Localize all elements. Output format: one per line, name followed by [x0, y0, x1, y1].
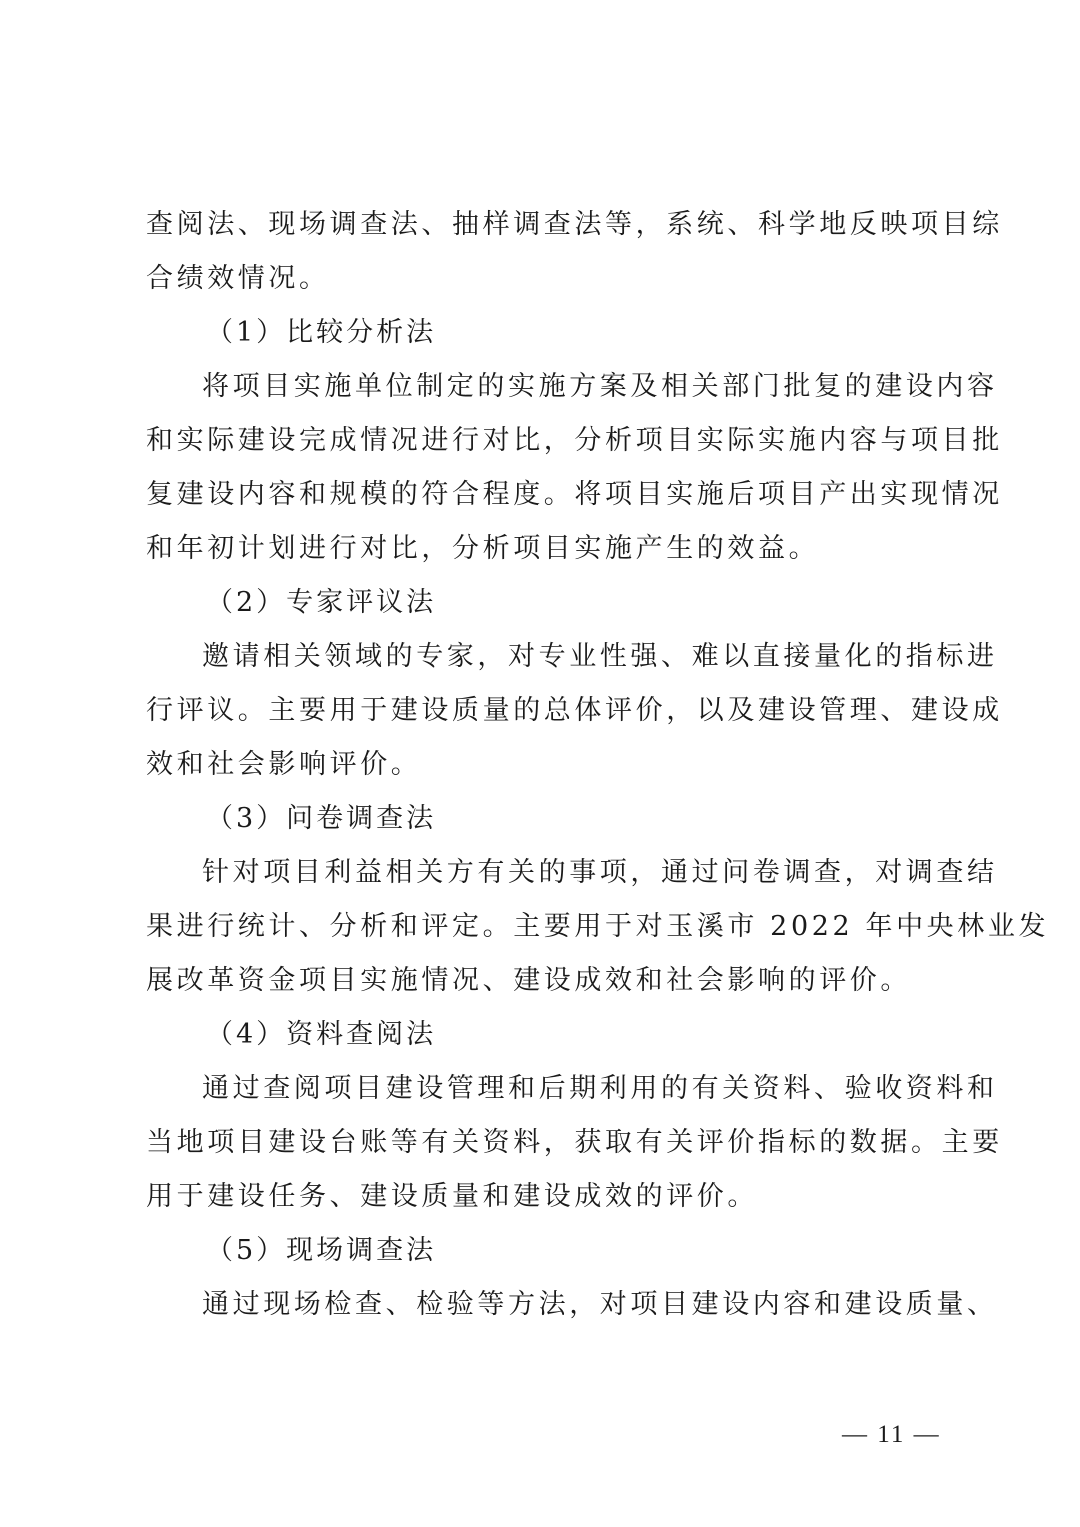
text-line: 当地项目建设台账等有关资料，获取有关评价指标的数据。主要 — [146, 1127, 1003, 1158]
section-heading: （5）现场调查法 — [206, 1235, 437, 1266]
paragraph-first-line: 将项目实施单位制定的实施方案及相关部门批复的建设内容 — [202, 371, 998, 402]
page-number: — 11 — — [842, 1421, 941, 1448]
section-heading: （3）问卷调查法 — [206, 803, 437, 834]
text-line: 用于建设任务、建设质量和建设成效的评价。 — [146, 1181, 758, 1212]
paragraph-first-line: 通过查阅项目建设管理和后期利用的有关资料、验收资料和 — [202, 1073, 998, 1104]
text-line: 果进行统计、分析和评定。主要用于对玉溪市 2022 年中央林业发 — [146, 911, 1050, 942]
section-heading: （2）专家评议法 — [206, 587, 437, 618]
text-line: 效和社会影响评价。 — [146, 749, 422, 780]
paragraph-first-line: 针对项目利益相关方有关的事项，通过问卷调查，对调查结 — [202, 857, 998, 888]
text-line: 复建设内容和规模的符合程度。将项目实施后项目产出实现情况 — [146, 479, 1003, 510]
body-text — [146, 198, 1050, 1332]
text-line: 行评议。主要用于建设质量的总体评价，以及建设管理、建设成 — [146, 695, 1003, 726]
paragraph-first-line: 通过现场检查、检验等方法，对项目建设内容和建设质量、 — [202, 1289, 998, 1320]
paragraph-first-line: 邀请相关领域的专家，对专业性强、难以直接量化的指标进 — [202, 641, 998, 672]
text-line: 查阅法、现场调查法、抽样调查法等，系统、科学地反映项目综 — [146, 209, 1003, 240]
text-line: 展改革资金项目实施情况、建设成效和社会影响的评价。 — [146, 965, 911, 996]
section-heading: （4）资料查阅法 — [206, 1019, 437, 1050]
text-line: 和年初计划进行对比，分析项目实施产生的效益。 — [146, 533, 820, 564]
text-line: 和实际建设完成情况进行对比，分析项目实际实施内容与项目批 — [146, 425, 1003, 456]
text-line: 合绩效情况。 — [146, 263, 330, 294]
section-heading: （1）比较分析法 — [206, 317, 437, 348]
